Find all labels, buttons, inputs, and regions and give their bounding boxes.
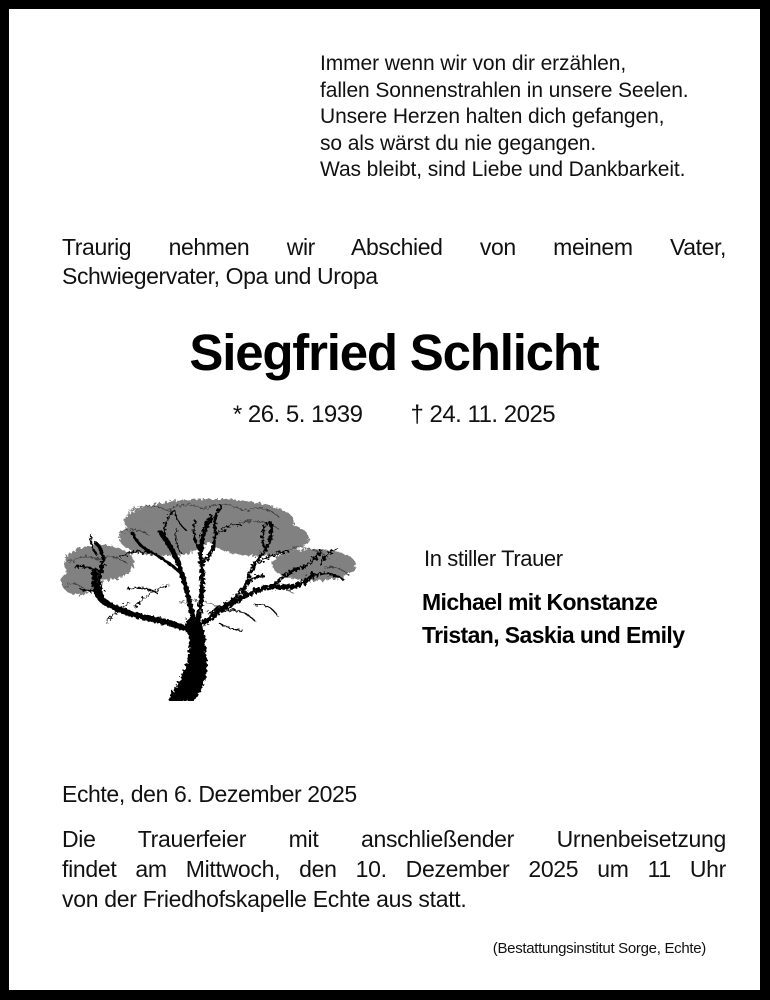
poem-line: fallen Sonnenstrahlen in unsere Seelen. [320,78,689,102]
mourners-list [422,586,684,652]
service-line: findet am Mittwoch, den 10. Dezember 2025 um 11 Uhr [62,856,726,882]
service-info [62,824,726,914]
funeral-home-credit: (Bestattungsinstitut Sorge, Echte) [492,940,706,957]
service-line: von der Friedhofskapelle Echte aus statt. [62,886,467,912]
birth-date: * 26. 5. 1939 [232,401,363,428]
service-line: Die Trauerfeier mit anschließender Urnenbeisetzung [62,826,726,852]
poem-line: Unsere Herzen halten dich gefangen, [320,105,665,128]
intro-line-2: Schwiegervater, Opa und Uropa [62,263,378,289]
poem-line: Was bleibt, sind Liebe und Dankbarkeit. [320,158,686,181]
mourner-line: Tristan, Saskia und Emily [422,622,685,648]
poem-line: Immer wenn wir von dir erzählen, [320,52,627,75]
mourner-line: Michael mit Konstanze [422,589,658,615]
place-and-date: Echte, den 6. Dezember 2025 [62,781,357,807]
death-date: † 24. 11. 2025 [410,401,556,428]
life-dates [9,399,770,431]
mourners-label: In stiller Trauer [424,546,563,571]
memorial-poem [320,51,740,184]
poem-line: so als wärst du nie gegangen. [320,131,597,155]
deceased-name: Siegfried Schlicht [189,324,599,381]
intro-paragraph [62,233,726,291]
intro-line-1: Traurig nehmen wir Abschied von meinem Vater, [62,234,726,260]
tree-silhouette-icon [59,493,359,701]
